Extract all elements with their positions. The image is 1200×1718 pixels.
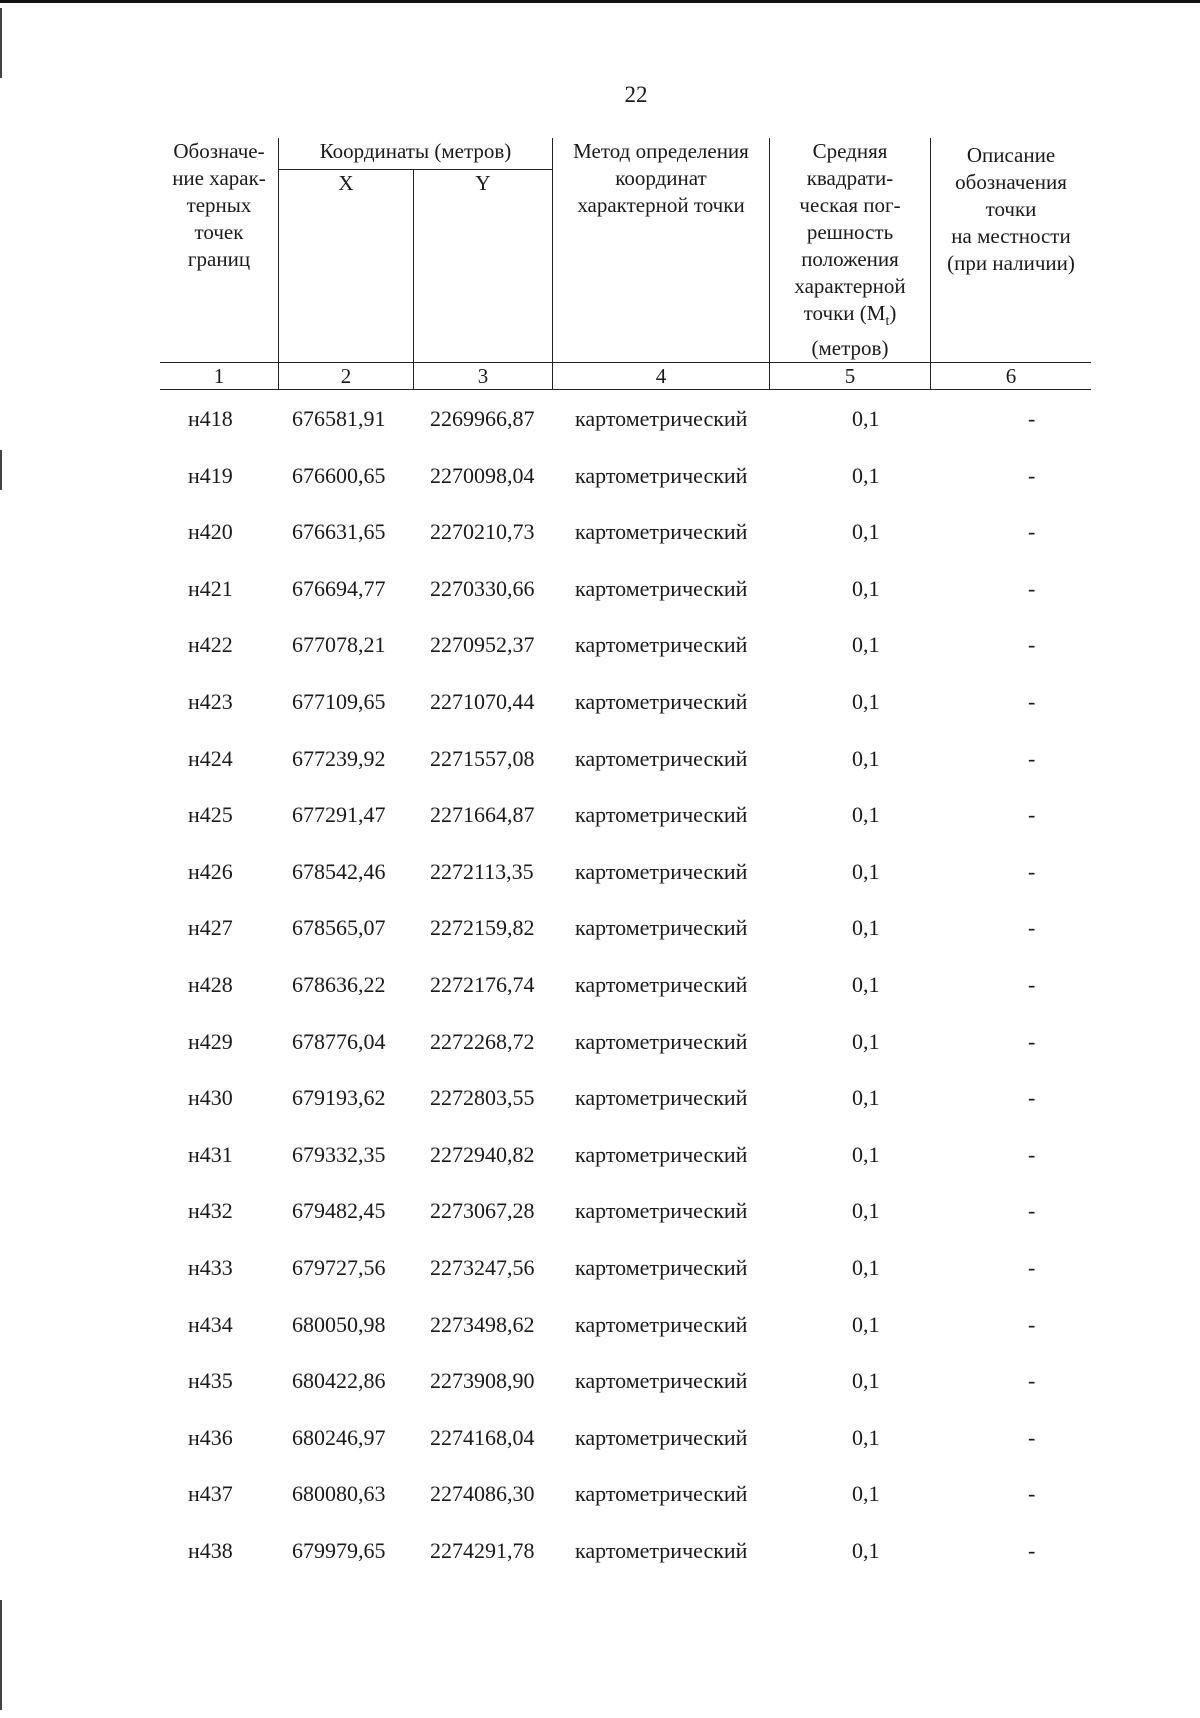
method: картометрический bbox=[575, 802, 748, 828]
coord-x: 678776,04 bbox=[292, 1028, 386, 1054]
mean-error: 0,1 bbox=[852, 1368, 880, 1394]
coord-y: 2274291,78 bbox=[430, 1537, 535, 1563]
coord-x: 677109,65 bbox=[292, 688, 386, 714]
table-header bbox=[160, 138, 1091, 390]
coord-y: 2274168,04 bbox=[430, 1424, 535, 1450]
coord-y: 2271557,08 bbox=[430, 745, 535, 771]
binder-mark bbox=[0, 450, 2, 490]
coord-x: 678542,46 bbox=[292, 858, 386, 884]
header-mean-error bbox=[770, 138, 931, 363]
method: картометрический bbox=[575, 971, 748, 997]
table-row bbox=[160, 568, 1110, 625]
table-row bbox=[160, 681, 1110, 738]
header-description: Описание обозначения точки на местности (при наличии) bbox=[931, 138, 1092, 363]
column-number: 4 bbox=[553, 363, 770, 390]
mean-error: 0,1 bbox=[852, 462, 880, 488]
description: - bbox=[1028, 745, 1036, 771]
method: картометрический bbox=[575, 1537, 748, 1563]
coord-x: 680080,63 bbox=[292, 1481, 386, 1507]
point-name: н432 bbox=[188, 1198, 233, 1224]
coord-x: 676600,65 bbox=[292, 462, 386, 488]
point-name: н434 bbox=[188, 1311, 233, 1337]
point-name: н431 bbox=[188, 1141, 233, 1167]
description: - bbox=[1028, 406, 1036, 431]
mean-error: 0,1 bbox=[852, 688, 880, 714]
table-row bbox=[160, 1247, 1110, 1304]
description: - bbox=[1028, 1424, 1036, 1450]
coord-x: 680050,98 bbox=[292, 1311, 386, 1337]
coord-y: 2272176,74 bbox=[430, 971, 535, 997]
point-name: н422 bbox=[188, 632, 233, 658]
mean-error: 0,1 bbox=[852, 1537, 880, 1563]
header-mean-error-text: Средняя квадрати- ческая пог- решность положения характерной точки (M bbox=[794, 139, 906, 325]
coord-x: 679332,35 bbox=[292, 1141, 386, 1167]
method: картометрический bbox=[575, 575, 748, 601]
mean-error: 0,1 bbox=[852, 575, 880, 601]
coord-x: 676631,65 bbox=[292, 519, 386, 545]
method: картометрический bbox=[575, 462, 748, 488]
scan-top-edge bbox=[0, 0, 1200, 3]
table-row bbox=[160, 1360, 1110, 1417]
table-row bbox=[160, 1190, 1110, 1247]
mean-error: 0,1 bbox=[852, 1424, 880, 1450]
point-name: н423 bbox=[188, 688, 233, 714]
description: - bbox=[1028, 1198, 1036, 1224]
description: - bbox=[1028, 688, 1036, 714]
point-name: н436 bbox=[188, 1424, 233, 1450]
method: картометрический bbox=[575, 1254, 748, 1280]
binder-mark bbox=[0, 8, 2, 78]
coord-x: 677291,47 bbox=[292, 802, 386, 828]
description: - bbox=[1028, 1028, 1036, 1054]
coord-y: 2272940,82 bbox=[430, 1141, 535, 1167]
mean-error: 0,1 bbox=[852, 1481, 880, 1507]
description: - bbox=[1028, 915, 1036, 941]
method: картометрический bbox=[575, 1085, 748, 1111]
header-method: Метод определения координат характерной точки bbox=[553, 138, 770, 363]
mean-error: 0,1 bbox=[852, 1198, 880, 1224]
coord-x: 676581,91 bbox=[292, 406, 386, 431]
coord-y: 2270330,66 bbox=[430, 575, 535, 601]
coord-x: 678636,22 bbox=[292, 971, 386, 997]
column-number-row bbox=[160, 363, 1091, 390]
coord-x: 678565,07 bbox=[292, 915, 386, 941]
description: - bbox=[1028, 1311, 1036, 1337]
point-name: н424 bbox=[188, 745, 233, 771]
method: картометрический bbox=[575, 1311, 748, 1337]
point-name: н418 bbox=[188, 406, 233, 431]
method: картометрический bbox=[575, 1198, 748, 1224]
coord-y: 2270210,73 bbox=[430, 519, 535, 545]
header-coordinates-group: Координаты (метров) bbox=[279, 138, 553, 170]
point-name: н437 bbox=[188, 1481, 233, 1507]
binder-mark bbox=[0, 1600, 2, 1710]
table-row bbox=[160, 851, 1110, 908]
description: - bbox=[1028, 1141, 1036, 1167]
table-row bbox=[160, 1077, 1110, 1134]
coord-y: 2272803,55 bbox=[430, 1085, 535, 1111]
method: картометрический bbox=[575, 406, 748, 431]
method: картометрический bbox=[575, 915, 748, 941]
coord-x: 679482,45 bbox=[292, 1198, 386, 1224]
table-body bbox=[160, 398, 1110, 1586]
column-number: 2 bbox=[279, 363, 414, 390]
coord-y: 2271070,44 bbox=[430, 688, 535, 714]
header-point-designation: Обозначе- ние харак- терных точек границ bbox=[160, 138, 279, 363]
coord-x: 680246,97 bbox=[292, 1424, 386, 1450]
table-row bbox=[160, 624, 1110, 681]
method: картометрический bbox=[575, 1481, 748, 1507]
description: - bbox=[1028, 1085, 1036, 1111]
mean-error: 0,1 bbox=[852, 406, 880, 431]
coord-y: 2273908,90 bbox=[430, 1368, 535, 1394]
column-number: 5 bbox=[770, 363, 931, 390]
point-name: н430 bbox=[188, 1085, 233, 1111]
point-name: н419 bbox=[188, 462, 233, 488]
table-row bbox=[160, 1417, 1110, 1474]
coord-y: 2273067,28 bbox=[430, 1198, 535, 1224]
header-mean-error-tail: ) (метров) bbox=[811, 301, 897, 361]
coord-x: 679727,56 bbox=[292, 1254, 386, 1280]
mean-error: 0,1 bbox=[852, 1311, 880, 1337]
mean-error: 0,1 bbox=[852, 1028, 880, 1054]
description: - bbox=[1028, 858, 1036, 884]
table-row bbox=[160, 738, 1110, 795]
description: - bbox=[1028, 1368, 1036, 1394]
column-number: 6 bbox=[931, 363, 1092, 390]
page-number: 22 bbox=[624, 82, 648, 107]
mean-error: 0,1 bbox=[852, 802, 880, 828]
method: картометрический bbox=[575, 745, 748, 771]
coord-x: 680422,86 bbox=[292, 1368, 386, 1394]
mean-error: 0,1 bbox=[852, 632, 880, 658]
method: картометрический bbox=[575, 858, 748, 884]
mean-error: 0,1 bbox=[852, 745, 880, 771]
point-name: н438 bbox=[188, 1537, 233, 1563]
method: картометрический bbox=[575, 1141, 748, 1167]
header-mean-error-sub: t bbox=[885, 314, 890, 330]
point-name: н435 bbox=[188, 1368, 233, 1394]
description: - bbox=[1028, 1537, 1036, 1563]
mean-error: 0,1 bbox=[852, 1085, 880, 1111]
coord-y: 2274086,30 bbox=[430, 1481, 535, 1507]
mean-error: 0,1 bbox=[852, 519, 880, 545]
coord-y: 2271664,87 bbox=[430, 802, 535, 828]
mean-error: 0,1 bbox=[852, 1141, 880, 1167]
mean-error: 0,1 bbox=[852, 915, 880, 941]
method: картометрический bbox=[575, 1028, 748, 1054]
coord-x: 677078,21 bbox=[292, 632, 386, 658]
table-row bbox=[160, 794, 1110, 851]
coord-y: 2270098,04 bbox=[430, 462, 535, 488]
coord-x: 676694,77 bbox=[292, 575, 386, 601]
mean-error: 0,1 bbox=[852, 858, 880, 884]
table-row bbox=[160, 1304, 1110, 1361]
method: картометрический bbox=[575, 632, 748, 658]
table-row bbox=[160, 1134, 1110, 1191]
mean-error: 0,1 bbox=[852, 1254, 880, 1280]
table-row bbox=[160, 511, 1110, 568]
coord-x: 679193,62 bbox=[292, 1085, 386, 1111]
coord-y: 2273247,56 bbox=[430, 1254, 535, 1280]
description: - bbox=[1028, 519, 1036, 545]
description: - bbox=[1028, 802, 1036, 828]
method: картометрический bbox=[575, 688, 748, 714]
table-row bbox=[160, 964, 1110, 1021]
method: картометрический bbox=[575, 1368, 748, 1394]
coord-x: 679979,65 bbox=[292, 1537, 386, 1563]
coord-x: 677239,92 bbox=[292, 745, 386, 771]
table-row bbox=[160, 398, 1110, 455]
description: - bbox=[1028, 575, 1036, 601]
point-name: н426 bbox=[188, 858, 233, 884]
coord-y: 2270952,37 bbox=[430, 632, 535, 658]
coord-y: 2269966,87 bbox=[430, 406, 535, 431]
header-y: Y bbox=[414, 170, 553, 363]
point-name: н428 bbox=[188, 971, 233, 997]
coord-y: 2273498,62 bbox=[430, 1311, 535, 1337]
coord-y: 2272159,82 bbox=[430, 915, 535, 941]
method: картометрический bbox=[575, 519, 748, 545]
coord-y: 2272268,72 bbox=[430, 1028, 535, 1054]
table-row bbox=[160, 907, 1110, 964]
table-row bbox=[160, 1021, 1110, 1078]
point-name: н425 bbox=[188, 802, 233, 828]
table-row bbox=[160, 1473, 1110, 1530]
method: картометрический bbox=[575, 1424, 748, 1450]
header-x: X bbox=[279, 170, 414, 363]
point-name: н433 bbox=[188, 1254, 233, 1280]
column-number: 1 bbox=[160, 363, 279, 390]
point-name: н420 bbox=[188, 519, 233, 545]
table-row bbox=[160, 1530, 1110, 1587]
description: - bbox=[1028, 462, 1036, 488]
description: - bbox=[1028, 632, 1036, 658]
coord-y: 2272113,35 bbox=[430, 858, 534, 884]
description: - bbox=[1028, 971, 1036, 997]
description: - bbox=[1028, 1481, 1036, 1507]
mean-error: 0,1 bbox=[852, 971, 880, 997]
table-row bbox=[160, 455, 1110, 512]
point-name: н421 bbox=[188, 575, 233, 601]
column-number: 3 bbox=[414, 363, 553, 390]
description: - bbox=[1028, 1254, 1036, 1280]
point-name: н427 bbox=[188, 915, 233, 941]
point-name: н429 bbox=[188, 1028, 233, 1054]
